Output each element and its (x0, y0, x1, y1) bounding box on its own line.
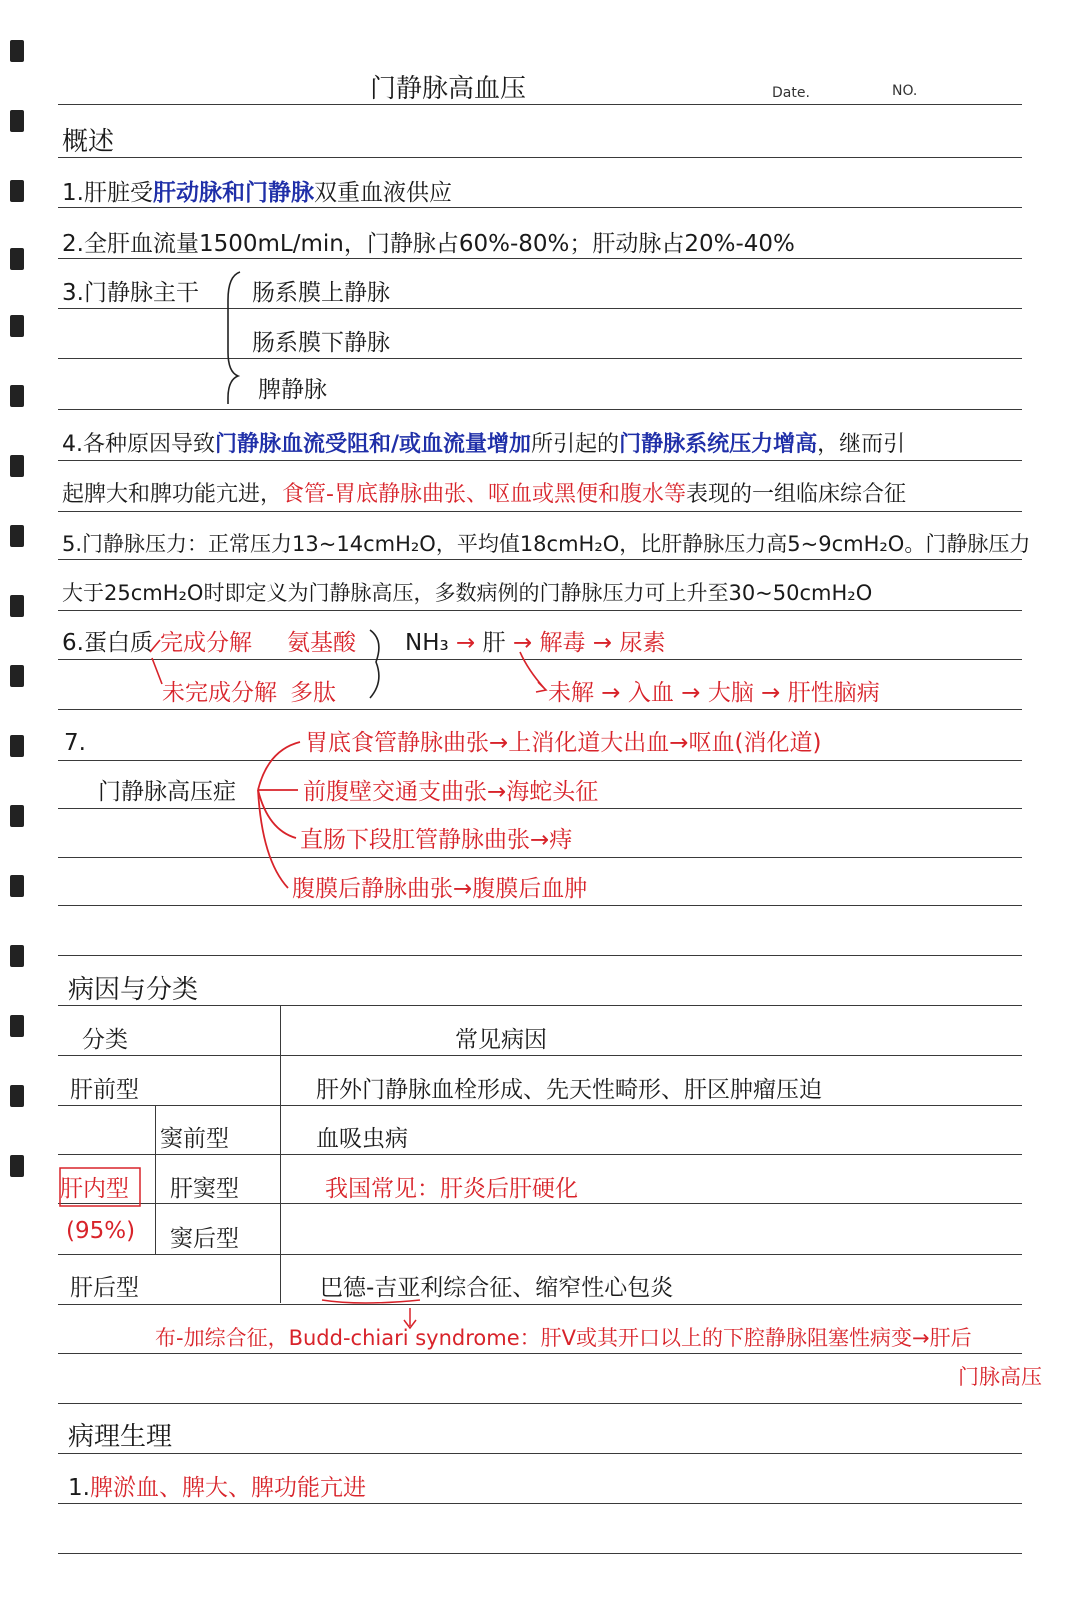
sinusoidal-label: 肝窦型 (170, 1176, 239, 1202)
presinusoidal-label: 窦前型 (160, 1126, 229, 1152)
pathophysiology-point-1: 1.脾淤血、脾大、脾功能亢进 (68, 1475, 366, 1501)
manifestation-abdominal-wall: 前腹壁交通支曲张→海蛇头征 (303, 779, 599, 805)
postsinusoidal-label: 窦后型 (170, 1226, 239, 1252)
budd-chiari-note-line2: 门脉高压 (958, 1365, 1042, 1389)
overview-heading: 概述 (62, 127, 115, 157)
sinusoidal-cause: 我国常见：肝炎后肝硬化 (325, 1176, 578, 1202)
branch-inferior-mesenteric: 肠系膜下静脉 (252, 330, 390, 356)
date-label: Date. (772, 85, 810, 101)
overview-point-2: 2.全肝血流量1500mL/min，门静脉占60%-80%；肝动脉占20%-40% (62, 231, 795, 257)
manifestation-retroperitoneal: 腹膜后静脉曲张→腹膜后血肿 (292, 876, 588, 902)
overview-point-1: 1.肝脏受肝动脉和门静脉双重血液供应 (62, 180, 452, 206)
overview-point-5-line1: 5.门静脉压力：正常压力13~14cmH₂O，平均值18cmH₂O，比肝静脉压力高5~9cmH₂O。门静脉压力 (62, 532, 1031, 556)
manifestation-esophageal: 胃底食管静脉曲张→上消化道大出血→呕血(消化道) (305, 730, 822, 756)
prehepatic-label: 肝前型 (70, 1077, 139, 1103)
page-title: 门静脉高血压 (370, 74, 527, 104)
etiology-heading: 病因与分类 (68, 975, 199, 1005)
overview-point-5-line2: 大于25cmH₂O时即定义为门静脉高压，多数病例的门静脉压力可上升至30~50cmH₂O (62, 581, 873, 605)
portal-trunk-label: 3.门静脉主干 (62, 280, 199, 306)
no-label: NO. (892, 83, 918, 99)
overview-point-4-line1: 4.各种原因导致门静脉血流受阻和/或血流量增加所引起的门静脉系统压力增高，继而引 (62, 432, 906, 457)
branch-superior-mesenteric: 肠系膜上静脉 (252, 280, 390, 306)
prehepatic-cause: 肝外门静脉血栓形成、先天性畸形、肝区肿瘤压迫 (316, 1077, 822, 1103)
col-classification: 分类 (82, 1027, 128, 1053)
amino-acid: 氨基酸 (287, 630, 356, 656)
posthepatic-cause: 巴德-吉亚利综合征、缩窄性心包炎 (320, 1275, 674, 1301)
posthepatic-label: 肝后型 (70, 1275, 139, 1301)
point-7-label: 7. (64, 730, 86, 756)
protein-label: 6.蛋白质 (62, 630, 153, 656)
overview-point-4-line2: 起脾大和脾功能亢进，食管-胃底静脉曲张、呕血或黑便和腹水等表现的一组临床综合征 (62, 482, 906, 507)
metabolism-chain-2: 未解 → 入血 → 大脑 → 肝性脑病 (548, 680, 880, 706)
branch-splenic: 脾静脉 (258, 377, 327, 403)
portal-hypertension-center: 门静脉高压症 (98, 779, 236, 805)
manifestation-rectal: 直肠下段肛管静脉曲张→痔 (300, 827, 573, 853)
col-common-cause: 常见病因 (455, 1027, 547, 1053)
presinusoidal-cause: 血吸虫病 (316, 1126, 408, 1152)
incomplete-decomposition: 未完成分解 (162, 680, 277, 706)
budd-chiari-note-line1: 布-加综合征，Budd-chiari syndrome：肝V或其开口以上的下腔静脉阻塞性病变→肝后 (155, 1326, 972, 1350)
pathophysiology-heading: 病理生理 (68, 1422, 173, 1452)
intrahepatic-label: 肝内型 (60, 1176, 129, 1202)
intrahepatic-percent: (95%) (66, 1218, 136, 1244)
metabolism-chain-1: NH₃ → 肝 → 解毒 → 尿素 (405, 630, 666, 656)
peptide: 多肽 (290, 680, 336, 706)
complete-decomposition: 完成分解 (160, 630, 252, 656)
